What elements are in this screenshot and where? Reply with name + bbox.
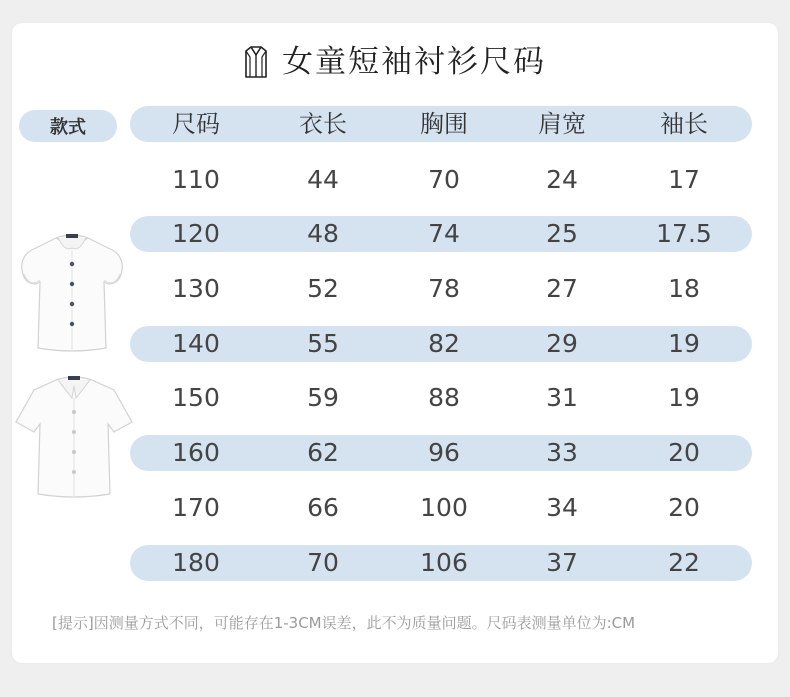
cell-size: 160 [172, 438, 220, 467]
cell-chest: 70 [428, 165, 460, 194]
cell-length: 52 [307, 274, 339, 303]
cell-shoulder: 29 [546, 329, 578, 358]
table-row [130, 326, 752, 362]
cell-shoulder: 34 [546, 493, 578, 522]
header-length: 衣长 [299, 110, 347, 138]
cell-size: 130 [172, 274, 220, 303]
style-column-label: 款式 [19, 110, 117, 142]
cell-shoulder: 24 [546, 165, 578, 194]
table-row [130, 380, 752, 416]
cell-chest: 106 [420, 548, 468, 577]
cell-shoulder: 33 [546, 438, 578, 467]
header-size: 尺码 [172, 110, 220, 138]
table-row [130, 216, 752, 252]
cell-chest: 100 [420, 493, 468, 522]
cell-shoulder: 27 [546, 274, 578, 303]
header-chest: 胸围 [420, 110, 468, 138]
cell-sleeve: 19 [668, 329, 700, 358]
cell-size: 170 [172, 493, 220, 522]
cell-sleeve: 17.5 [656, 219, 712, 248]
cell-sleeve: 17 [668, 165, 700, 194]
table-row [130, 162, 752, 198]
title-bar [0, 40, 790, 84]
cell-length: 48 [307, 219, 339, 248]
table-row [130, 271, 752, 307]
cell-length: 66 [307, 493, 339, 522]
puff-sleeve-blouse-image [16, 228, 128, 356]
table-row [130, 490, 752, 526]
shirt-outline-icon [244, 45, 268, 79]
cell-size: 140 [172, 329, 220, 358]
cell-sleeve: 19 [668, 383, 700, 412]
table-header-row [130, 106, 752, 142]
cell-shoulder: 31 [546, 383, 578, 412]
table-row [130, 545, 752, 581]
cell-sleeve: 18 [668, 274, 700, 303]
cell-size: 110 [172, 165, 220, 194]
cell-shoulder: 25 [546, 219, 578, 248]
page-title: 女童短袖衬衫尺码 [282, 44, 546, 80]
cell-length: 62 [307, 438, 339, 467]
cell-length: 44 [307, 165, 339, 194]
cell-chest: 74 [428, 219, 460, 248]
cell-length: 55 [307, 329, 339, 358]
cell-sleeve: 22 [668, 548, 700, 577]
cell-size: 180 [172, 548, 220, 577]
cell-chest: 96 [428, 438, 460, 467]
cell-size: 120 [172, 219, 220, 248]
cell-shoulder: 37 [546, 548, 578, 577]
cell-length: 70 [307, 548, 339, 577]
header-shoulder: 肩宽 [538, 110, 586, 138]
cell-length: 59 [307, 383, 339, 412]
cell-size: 150 [172, 383, 220, 412]
cell-chest: 88 [428, 383, 460, 412]
cell-chest: 82 [428, 329, 460, 358]
cell-chest: 78 [428, 274, 460, 303]
measurement-note: [提示]因测量方式不同，可能存在1-3CM误差，此不为质量问题。尺码表测量单位为:CM [52, 614, 636, 632]
cell-sleeve: 20 [668, 438, 700, 467]
table-row [130, 435, 752, 471]
header-sleeve: 袖长 [660, 110, 708, 138]
short-sleeve-shirt-image [14, 372, 134, 500]
cell-sleeve: 20 [668, 493, 700, 522]
